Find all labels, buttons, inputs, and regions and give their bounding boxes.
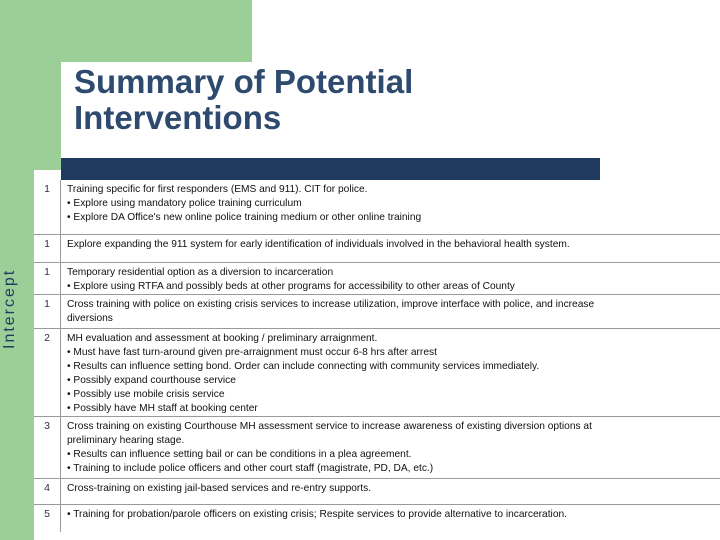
intercept-number: 1: [44, 183, 50, 195]
intercept-number-cell: [34, 295, 61, 328]
slide-title: [74, 64, 494, 136]
intervention-line: • Explore using mandatory police training curriculum: [67, 198, 302, 209]
intervention-line: • Possibly use mobile crisis service: [67, 389, 225, 400]
intervention-line: preliminary hearing stage.: [67, 435, 185, 446]
intercept-number-cell: [34, 417, 61, 478]
table-row: [34, 328, 720, 416]
intervention-line: MH evaluation and assessment at booking / preliminary arraignment.: [67, 333, 378, 344]
intercept-number-cell: [34, 505, 61, 532]
intervention-line: Cross-training on existing jail-based services and re-entry supports.: [67, 483, 372, 494]
intercept-number-cell: [34, 329, 61, 416]
intervention-line: • Results can influence setting bond. Order can include connecting with community services immediately.: [67, 361, 540, 372]
table-row: [34, 234, 720, 262]
table-row: [34, 294, 720, 328]
intercept-number: 5: [44, 508, 50, 520]
intervention-line: Cross training on existing Courthouse MH assessment service to increase awareness of existing diversion options at: [67, 421, 592, 432]
intervention-text-cell: [61, 329, 720, 416]
intercept-number: 1: [44, 238, 50, 250]
table-row: [34, 262, 720, 294]
interventions-table: [34, 180, 720, 532]
intervention-line: Cross training with police on existing crisis services to increase utilization, improve interface with police, and increase: [67, 299, 595, 310]
intercept-number: 1: [44, 266, 50, 278]
intercept-number-cell: [34, 235, 61, 262]
intercept-number: 4: [44, 482, 50, 494]
intervention-line: • Results can influence setting bail or can be conditions in a plea agreement.: [67, 449, 412, 460]
intervention-text-cell: [61, 479, 720, 504]
intervention-text-cell: [61, 295, 720, 328]
intervention-text-cell: [61, 263, 720, 294]
intervention-line: • Training to include police officers and other court staff (magistrate, PD, DA, etc.): [67, 463, 434, 474]
intervention-line: • Possibly expand courthouse service: [67, 375, 236, 386]
intercept-side-label: Intercept: [1, 268, 18, 349]
intervention-line: diversions: [67, 313, 113, 324]
table-row: [34, 504, 720, 532]
intervention-text-cell: [61, 417, 720, 478]
intervention-text-cell: [61, 180, 720, 234]
intercept-number: 2: [44, 332, 50, 344]
intercept-number: 1: [44, 298, 50, 310]
intervention-line: • Training for probation/parole officers on existing crisis; Respite services to provide alternative to incarceration.: [67, 509, 567, 520]
intercept-number-cell: [34, 263, 61, 294]
intervention-line: Explore expanding the 911 system for early identification of individuals involved in the behavioral health system.: [67, 239, 570, 250]
table-row: [34, 478, 720, 504]
intervention-line: Training specific for first responders (EMS and 911). CIT for police.: [67, 184, 368, 195]
intervention-line: • Possibly have MH staff at booking center: [67, 403, 258, 414]
green-side-strip: [0, 170, 34, 540]
intercept-number-cell: [34, 479, 61, 504]
table-row: [34, 416, 720, 478]
intervention-line: • Explore DA Office's new online police training medium or other online training: [67, 212, 422, 223]
intervention-line: Temporary residential option as a diversion to incarceration: [67, 267, 334, 278]
table-row: [34, 180, 720, 234]
intervention-line: • Must have fast turn-around given pre-arraignment must occur 6-8 hrs after arrest: [67, 347, 437, 358]
intercept-number: 3: [44, 420, 50, 432]
intercept-number-cell: [34, 180, 61, 234]
slide-title-line-2: Interventions: [74, 99, 282, 136]
intervention-text-cell: [61, 505, 720, 532]
slide-title-line-1: Summary of Potential: [74, 63, 414, 100]
title-rule-bar: [61, 158, 600, 180]
intervention-line: • Explore using RTFA and possibly beds at other programs for accessibility to other areas of County: [67, 281, 515, 292]
intervention-text-cell: [61, 235, 720, 262]
